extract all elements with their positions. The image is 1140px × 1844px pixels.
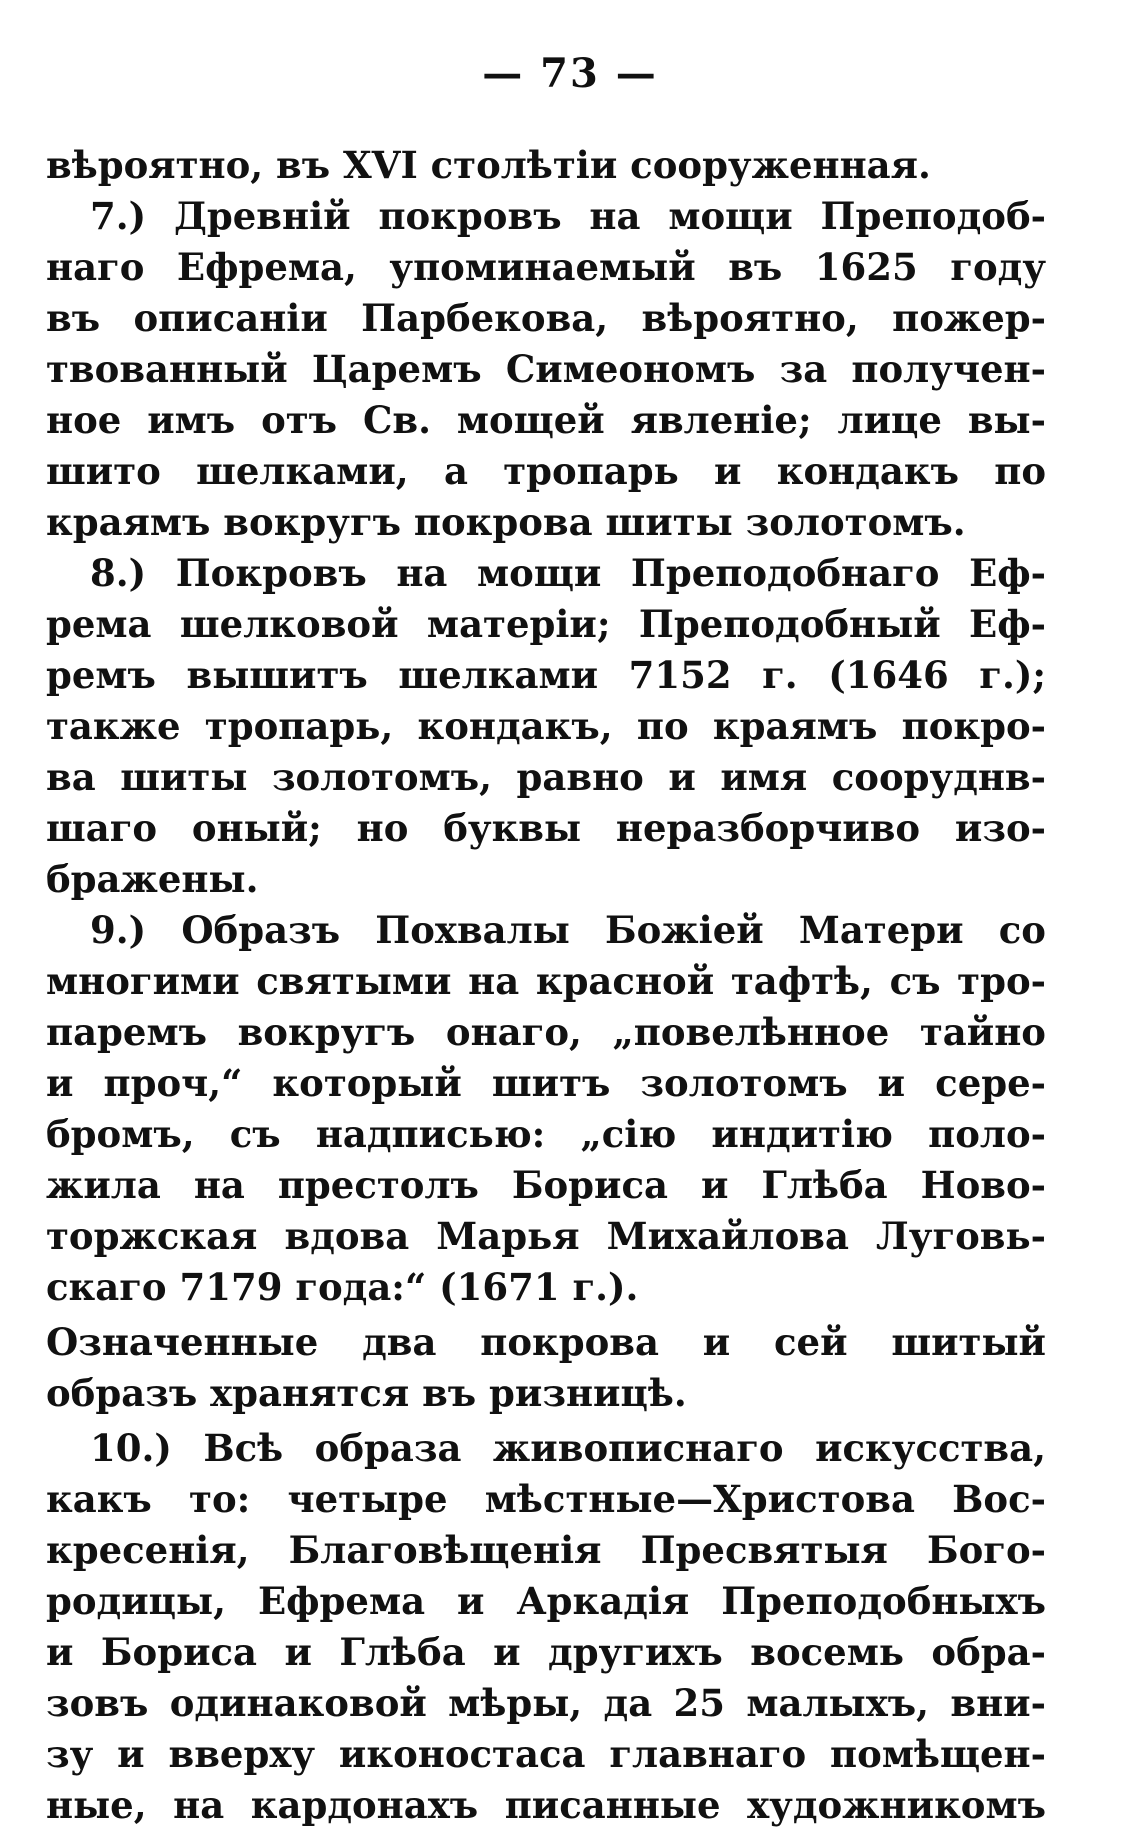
text-line: бромъ, съ надписью: „сію индитію поло-	[46, 1112, 1046, 1156]
text-line: ные, на кардонахъ писанные художникомъ	[46, 1783, 1046, 1827]
text-line: 7.) Древній покровъ на мощи Преподоб-	[90, 194, 1046, 238]
text-line: жила на престолъ Бориса и Глѣба Ново-	[46, 1163, 1046, 1207]
text-line: образъ хранятся въ ризницѣ.	[46, 1371, 687, 1415]
page-number: — 73 —	[482, 50, 658, 97]
text-line: торжская вдова Марья Михайлова Луговь-	[46, 1214, 1046, 1258]
text-line: какъ то: четыре мѣстные—Христова Вос-	[46, 1477, 1046, 1521]
text-line: также тропарь, кондакъ, по краямъ покро-	[46, 704, 1046, 748]
text-line: ва шиты золотомъ, равно и имя сооруднв-	[46, 755, 1046, 799]
text-line: краямъ вокругъ покрова шиты золотомъ.	[46, 500, 966, 544]
text-line: и Бориса и Глѣба и другихъ восемь обра-	[46, 1630, 1046, 1674]
text-line: 8.) Покровъ на мощи Преподобнаго Еф-	[90, 551, 1046, 595]
text-line: твованный Царемъ Симеономъ за получен-	[46, 347, 1046, 391]
text-line: и проч,“ который шитъ золотомъ и сере-	[46, 1061, 1046, 1105]
text-line: родицы, Ефрема и Аркадія Преподобныхъ	[46, 1579, 1046, 1623]
text-line: ное имъ отъ Св. мощей явленіе; лице вы-	[46, 398, 1046, 442]
body-text	[46, 140, 1046, 1831]
text-line: ремъ вышитъ шелками 7152 г. (1646 г.);	[46, 653, 1046, 697]
text-line: кресенія, Благовѣщенія Пресвятыя Бого-	[46, 1528, 1046, 1572]
text-line: вѣроятно, въ XVI столѣтіи сооруженная.	[46, 143, 931, 187]
text-line: 9.) Образъ Похвалы Божіей Матери со	[90, 908, 1046, 952]
text-line: 10.) Всѣ образа живописнаго искусства,	[90, 1426, 1046, 1470]
text-line: шито шелками, а тропарь и кондакъ по	[46, 449, 1046, 493]
text-line: наго Ефрема, упоминаемый въ 1625 году	[46, 245, 1046, 289]
text-line: скаго 7179 года:“ (1671 г.).	[46, 1265, 639, 1309]
text-line: зовъ одинаковой мѣры, да 25 малыхъ, вни-	[46, 1681, 1046, 1725]
text-line: шаго оный; но буквы неразборчиво изо-	[46, 806, 1046, 850]
text-line: въ описаніи Парбекова, вѣроятно, пожер-	[46, 296, 1046, 340]
text-line: многими святыми на красной тафтѣ, съ тро-	[46, 959, 1046, 1003]
text-line: зу и вверху иконостаса главнаго помѣщен-	[46, 1732, 1046, 1776]
text-line: бражены.	[46, 857, 259, 901]
text-line: рема шелковой матеріи; Преподобный Еф-	[46, 602, 1046, 646]
text-line: паремъ вокругъ онаго, „повелѣнное тайно	[46, 1010, 1046, 1054]
text-line: Означенные два покрова и сей шитый	[46, 1320, 1046, 1364]
